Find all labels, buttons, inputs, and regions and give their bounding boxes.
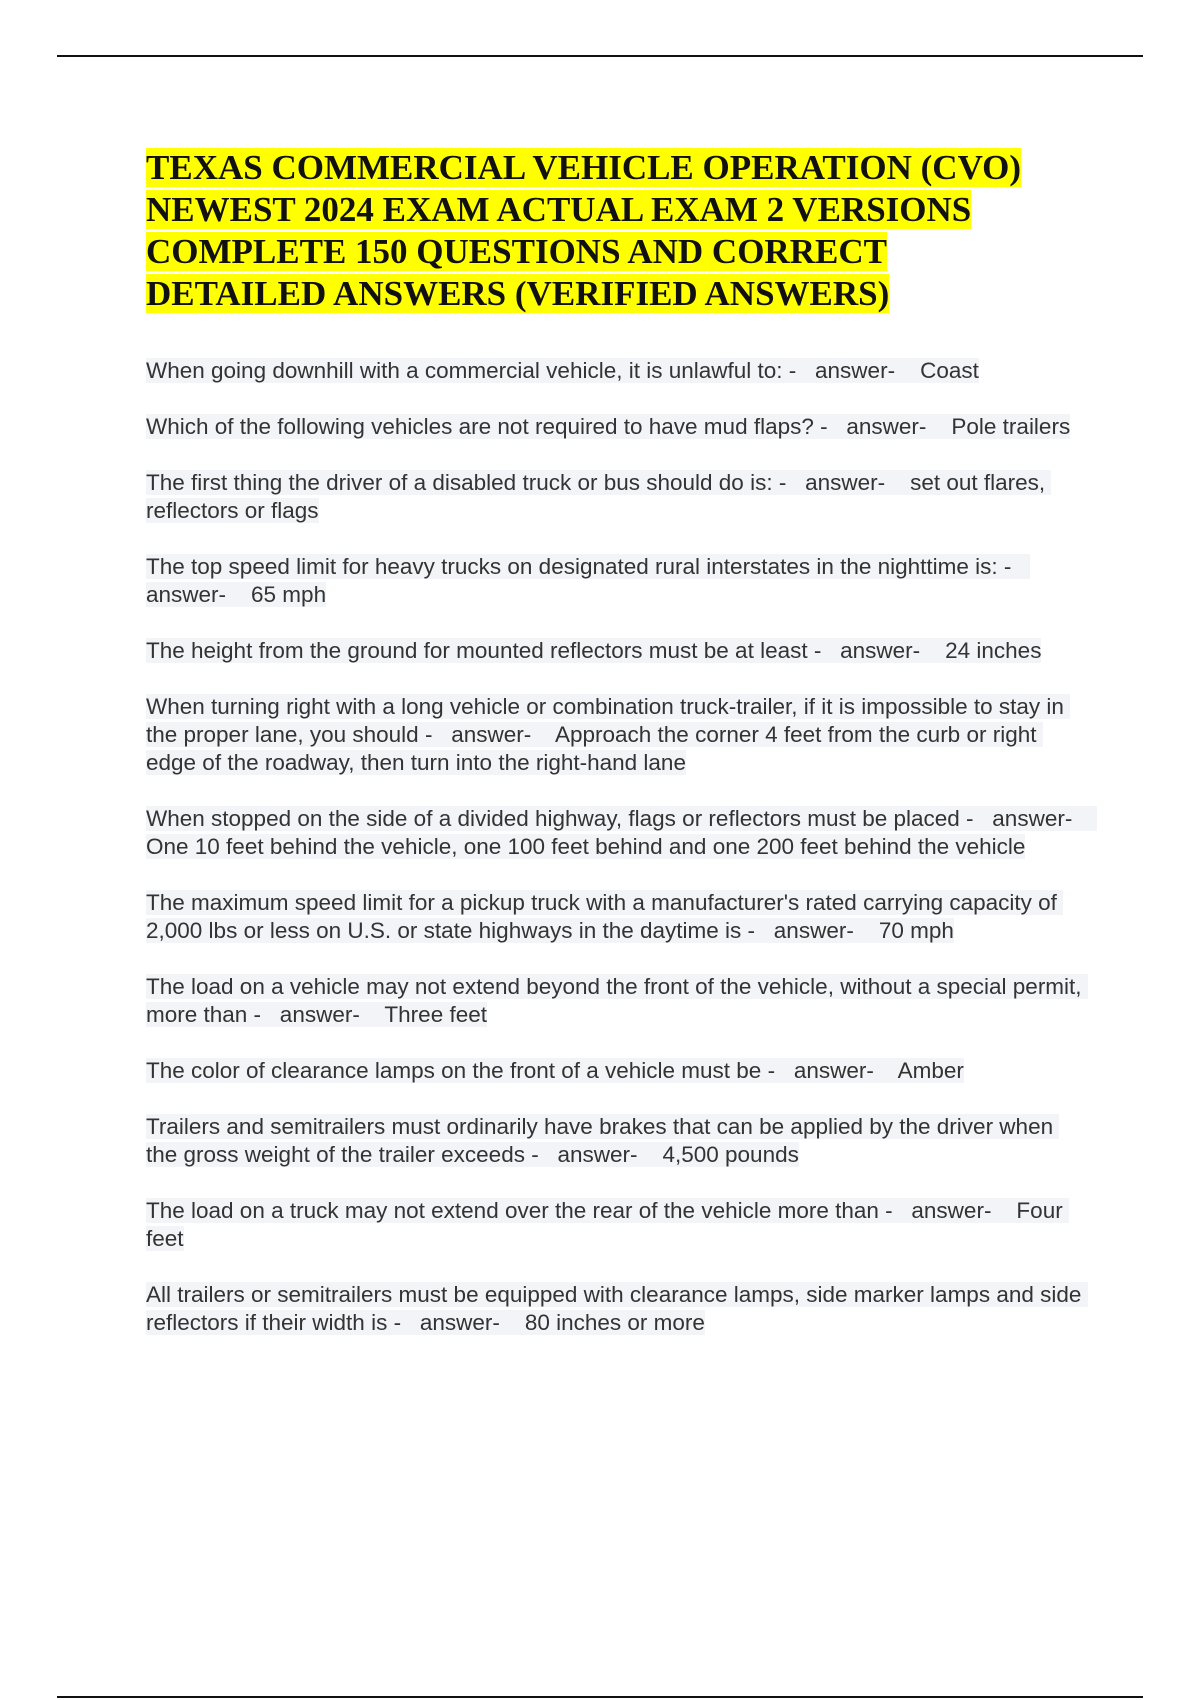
title-line: DETAILED ANSWERS (VERIFIED ANSWERS)	[146, 274, 890, 313]
qa-text: When turning right with a long vehicle or combination truck-trailer, if it is impossible to stay in the proper lane, you should - answer- Approach the corner 4 feet from the curb or right edge of the roadway, then turn into the right-hand lane	[146, 694, 1071, 775]
bottom-divider	[57, 1696, 1143, 1698]
qa-text: The height from the ground for mounted reflectors must be at least - answer- 24 inches	[146, 638, 1042, 663]
qa-text: When going downhill with a commercial vehicle, it is unlawful to: - answer- Coast	[146, 358, 979, 383]
qa-item	[146, 469, 1086, 525]
title-line: NEWEST 2024 EXAM ACTUAL EXAM 2 VERSIONS	[146, 190, 972, 229]
qa-text: The top speed limit for heavy trucks on designated rural interstates in the nighttime is: - answer- 65 mph	[146, 554, 1031, 607]
qa-text: The first thing the driver of a disabled truck or bus should do is: - answer- set out flares, reflectors or flags	[146, 470, 1052, 523]
qa-item	[146, 1281, 1086, 1337]
qa-text: The load on a truck may not extend over the rear of the vehicle more than - answer- Four feet	[146, 1198, 1069, 1251]
qa-item	[146, 1113, 1086, 1169]
qa-item	[146, 805, 1098, 861]
top-divider	[57, 55, 1143, 57]
qa-text: The color of clearance lamps on the front of a vehicle must be - answer- Amber	[146, 1058, 964, 1083]
qa-text: Trailers and semitrailers must ordinarily have brakes that can be applied by the driver when the gross weight of the trailer exceeds - answer- 4,500 pounds	[146, 1114, 1060, 1167]
qa-item	[146, 357, 1086, 385]
title-line: TEXAS COMMERCIAL VEHICLE OPERATION (CVO)	[146, 148, 1022, 187]
qa-item	[146, 637, 1086, 665]
qa-item	[146, 1197, 1086, 1253]
qa-item	[146, 413, 1086, 441]
qa-item	[146, 889, 1086, 945]
qa-text: All trailers or semitrailers must be equipped with clearance lamps, side marker lamps and side reflectors if their width is - answer- 80 inches or more	[146, 1282, 1088, 1335]
qa-item	[146, 1057, 1086, 1085]
qa-text: The maximum speed limit for a pickup truck with a manufacturer's rated carrying capacity of 2,000 lbs or less on U.S. or state highways in the daytime is - answer- 70 mph	[146, 890, 1064, 943]
qa-text: When stopped on the side of a divided highway, flags or reflectors must be placed - answer- One 10 feet behind the vehicle, one 100 feet behind and one 200 feet behind the vehicle	[146, 806, 1098, 859]
document-title	[146, 147, 1086, 315]
qa-item	[146, 973, 1086, 1029]
qa-text: The load on a vehicle may not extend beyond the front of the vehicle, without a special permit, more than - answer- Three feet	[146, 974, 1088, 1027]
qa-item	[146, 693, 1086, 777]
qa-text: Which of the following vehicles are not required to have mud flaps? - answer- Pole trailers	[146, 414, 1071, 439]
question-answer-list	[146, 357, 1098, 1365]
title-line: COMPLETE 150 QUESTIONS AND CORRECT	[146, 232, 887, 271]
qa-item	[146, 553, 1086, 609]
